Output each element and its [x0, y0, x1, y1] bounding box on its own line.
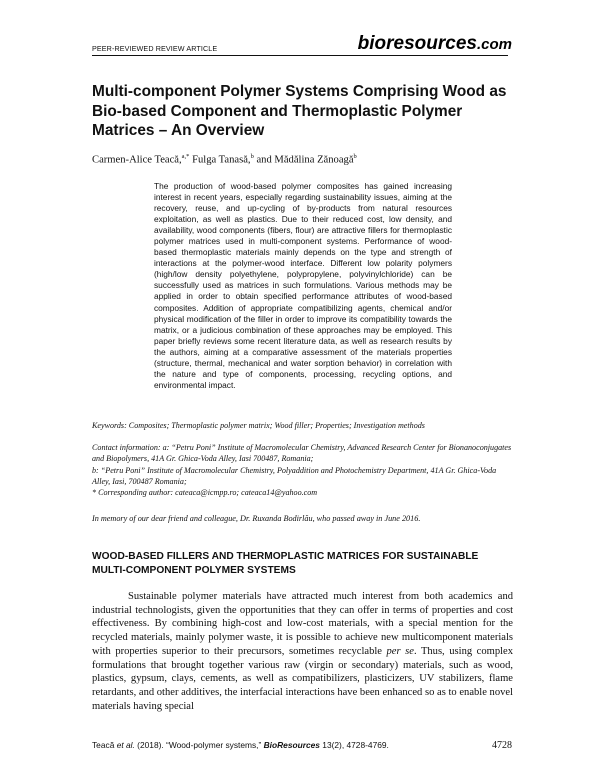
- corresponding-author: * Corresponding author: cateaca@icmpp.ro; cateaca14@yahoo.com: [92, 488, 318, 498]
- body-paragraph: [92, 590, 513, 713]
- header-rule: [92, 55, 508, 56]
- body-paragraph-text: [92, 590, 513, 713]
- body-text-italic: per se: [386, 645, 414, 657]
- page-number: 4728: [492, 740, 512, 751]
- footer-journal: BioResources: [263, 740, 320, 750]
- article-title: Multi-component Polymer Systems Comprising Wood as Bio-based Component and Thermoplastic Polymer Matrices – An Overview: [92, 83, 507, 140]
- page-footer: [92, 740, 512, 750]
- footer-etal: et al.: [116, 740, 135, 750]
- author-2-affiliation: b: [250, 153, 254, 160]
- journal-brand-suffix: .com: [476, 36, 512, 53]
- journal-brand-name: bioresources: [357, 33, 477, 54]
- section-heading: WOOD-BASED FILLERS AND THERMOPLASTIC MATRICES FOR SUSTAINABLE MULTI-COMPONENT POLYMER SYSTEMS: [92, 551, 479, 576]
- author-3-affiliation: b: [353, 153, 357, 160]
- body-text-part-2: . Thus, using complex formulations that brought together various raw (virgin or secondary) materials, such as wood, plastics, gypsum, clays, cements, as well as compatibilizers, plasticizers, UV stabilizers, flame retardants, and other additives, the interfacial interactions have been enhanced so as to enable novel materials having special: [92, 645, 513, 712]
- contact-affiliation-b: b: “Petru Poni” Institute of Macromolecular Chemistry, Polyaddition and Photochemistry Department, 41A Gr. Ghica-Voda Alley, Iasi, 700487 Romania;: [92, 465, 497, 486]
- keywords: Keywords: Composites; Thermoplastic polymer matrix; Wood filler; Properties; Investigation methods: [92, 421, 425, 430]
- footer-author: Teacă: [92, 740, 117, 750]
- body-text-part-1: Sustainable polymer materials have attracted much interest from both academics and industrial technologists, given the opportunities that they can offer in terms of properties and cost effectiveness. By combining high-cost and low-cost materials, with a special mention for the recycled materials, mainly polymer waste, it is possible to achieve new multicomponent materials with properties superior to their precursors, sometimes recyclable: [92, 591, 513, 657]
- contact-affiliation-a: Contact information: a: “Petru Poni” Institute of Macromolecular Chemistry, Advanced Research Center for Bionanoconjugates and Biopolymers, 41A Gr. Ghica-Voda Alley, Iasi 700487, Romania;: [92, 443, 512, 464]
- author-1-affiliation-letter: a,: [181, 153, 187, 160]
- author-1-corresponding-mark: *: [186, 153, 190, 160]
- abstract: The production of wood-based polymer composites has gained increasing interest in recent years, especially regarding sustainability issues, aiming at the recovery, reuse, and up-cycling of by-products from natural resources exploitation, as well as plastics. Due to their reduced cost, low density, and availability, wood components (fibers, flour) are attractive fillers for thermoplastic polymer matrices used in multi-component systems. Performance of wood-based thermoplastic materials mainly depends on the type and strength of interactions at the polymer-wood interface. Different low polarity polymers (high/low density polyethylene, polypropylene, polyvinylchloride) can be successfully used as matrices in such formulations. Various methods may be applied in order to obtain specified performance attributes of wood-based composites. Addition of appropriate compatibilizing agents, chemical and/or physical modification of the filler in order to improve its compatibility towards the matrix, or a judicious combination of these approaches may be employed. This paper briefly reviews some recent literature data, as well as research results by the authors, aiming at a comparative assessment of the materials properties (structure, thermal, mechanical and water sorption behavior) in correlation with the nature and type of components, processing, recycling options, and environmental impact.: [154, 181, 452, 390]
- author-1-name: Carmen-Alice Teacă,: [92, 154, 182, 166]
- contact-information: [92, 442, 512, 498]
- article-type-label: PEER-REVIEWED REVIEW ARTICLE: [92, 44, 218, 53]
- footer-citation: [92, 740, 389, 750]
- dedication: In memory of our dear friend and colleague, Dr. Ruxanda Bodirlău, who passed away in June 2016.: [92, 514, 421, 523]
- journal-brand: [358, 33, 512, 55]
- author-2-name: Fulga Tanasă,: [189, 154, 251, 166]
- footer-title: (2018). “Wood-polymer systems,”: [134, 740, 264, 750]
- author-3-name: and Mădălina Zănoagă: [253, 154, 354, 166]
- footer-volume: 13(2), 4728-4769.: [319, 740, 389, 750]
- author-list: [92, 153, 357, 166]
